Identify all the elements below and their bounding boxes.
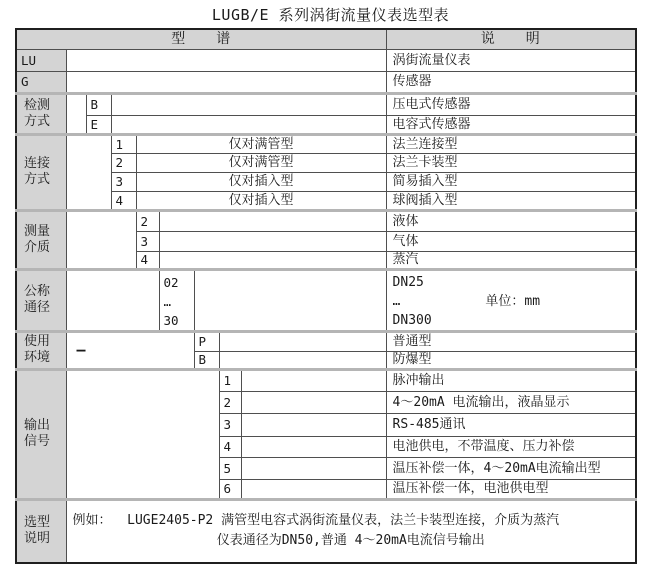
code-diameter-range: 02 … 30 xyxy=(159,269,194,331)
code-medium-3: 3 xyxy=(136,231,159,251)
spacer-cell xyxy=(159,251,386,269)
table-row xyxy=(16,331,636,351)
desc-g: 传感器 xyxy=(386,71,636,93)
spacer-cell xyxy=(241,369,386,391)
spacer-cell xyxy=(241,457,386,479)
desc-connection-4: 球阀插入型 xyxy=(386,191,636,210)
spacer-cell xyxy=(159,210,386,231)
code-connection-3: 3 xyxy=(111,172,136,191)
spacer-cell xyxy=(66,71,386,93)
code-output-6: 6 xyxy=(219,479,241,499)
code-output-2: 2 xyxy=(219,391,241,413)
code-detection-b: B xyxy=(86,93,111,115)
desc-connection-1: 法兰连接型 xyxy=(386,134,636,153)
section-label-medium: 测量 介质 xyxy=(16,210,66,269)
code-connection-4: 4 xyxy=(111,191,136,210)
selection-table xyxy=(15,28,637,564)
example-line-1: 例如： LUGE2405-P2 满管型电容式涡街流量仪表，法兰卡装型连接，介质为蒸汽 xyxy=(72,513,560,529)
spacer-cell xyxy=(194,269,386,331)
spacer-cell xyxy=(66,269,159,331)
spacer-cell xyxy=(241,436,386,457)
code-connection-1: 1 xyxy=(111,134,136,153)
spacer-cell xyxy=(66,369,219,499)
desc-environment-p: 普通型 xyxy=(386,331,636,351)
spacer-cell xyxy=(111,93,386,115)
spacer-cell xyxy=(159,231,386,251)
section-label-output: 输出 信号 xyxy=(16,369,66,499)
desc-output-3: RS-485通讯 xyxy=(386,413,636,436)
section-label-diameter: 公称 通径 xyxy=(16,269,66,331)
spacer-cell xyxy=(66,210,136,269)
note-connection-2: 仅对满管型 xyxy=(136,153,386,172)
section-label-note: 选型 说明 xyxy=(16,499,66,563)
code-medium-2: 2 xyxy=(136,210,159,231)
section-label-connection: 连接 方式 xyxy=(16,134,66,210)
note-connection-4: 仅对插入型 xyxy=(136,191,386,210)
code-output-4: 4 xyxy=(219,436,241,457)
spacer-cell xyxy=(219,351,386,369)
desc-medium-3: 气体 xyxy=(386,231,636,251)
desc-lu: 涡街流量仪表 xyxy=(386,49,636,71)
table-row xyxy=(16,134,636,153)
desc-connection-3: 简易插入型 xyxy=(386,172,636,191)
table-row xyxy=(16,269,636,331)
header-description: 说 明 xyxy=(386,29,636,49)
desc-output-2: 4～20mA 电流输出，液晶显示 xyxy=(386,391,636,413)
header-spectrum: 型 谱 xyxy=(16,29,386,49)
code-output-3: 3 xyxy=(219,413,241,436)
table-row xyxy=(16,210,636,231)
table-row xyxy=(16,93,636,115)
dash-placeholder: — xyxy=(66,331,194,369)
spacer-cell xyxy=(241,413,386,436)
code-output-5: 5 xyxy=(219,457,241,479)
desc-diameter-range: DN25 … 单位：mm DN300 xyxy=(386,269,636,331)
spacer-cell xyxy=(241,479,386,499)
spacer-cell xyxy=(219,331,386,351)
example-line-2: 仪表通径为DN50,普通 4～20mA电流信号输出 xyxy=(216,533,485,549)
code-connection-2: 2 xyxy=(111,153,136,172)
spacer-cell xyxy=(241,391,386,413)
table-row xyxy=(16,499,636,563)
desc-output-4: 电池供电，不带温度、压力补偿 xyxy=(386,436,636,457)
table-row xyxy=(16,49,636,71)
spacer-cell xyxy=(111,115,386,134)
desc-output-6: 温压补偿一体，电池供电型 xyxy=(386,479,636,499)
spacer-cell xyxy=(66,49,386,71)
desc-output-5: 温压补偿一体，4～20mA电流输出型 xyxy=(386,457,636,479)
code-output-1: 1 xyxy=(219,369,241,391)
code-lu: LU xyxy=(16,49,66,71)
page-title: LUGB/E 系列涡街流量仪表选型表 xyxy=(211,6,450,24)
code-detection-e: E xyxy=(86,115,111,134)
code-medium-4: 4 xyxy=(136,251,159,269)
table-row xyxy=(16,115,636,134)
desc-output-1: 脉冲输出 xyxy=(386,369,636,391)
spacer-cell xyxy=(66,93,86,134)
table-row xyxy=(16,369,636,391)
table-row xyxy=(16,71,636,93)
desc-medium-4: 蒸汽 xyxy=(386,251,636,269)
unit-note: 单位：mm xyxy=(485,293,541,309)
desc-connection-2: 法兰卡装型 xyxy=(386,153,636,172)
selection-example xyxy=(66,499,636,563)
desc-medium-2: 液体 xyxy=(386,210,636,231)
desc-environment-b: 防爆型 xyxy=(386,351,636,369)
section-label-environment: 使用 环境 xyxy=(16,331,66,369)
code-environment-b: B xyxy=(194,351,219,369)
table-header-row xyxy=(16,29,636,49)
desc-detection-e: 电容式传感器 xyxy=(386,115,636,134)
desc-detection-b: 压电式传感器 xyxy=(386,93,636,115)
note-connection-3: 仅对插入型 xyxy=(136,172,386,191)
note-connection-1: 仅对满管型 xyxy=(136,134,386,153)
section-label-detection: 检测 方式 xyxy=(16,93,66,134)
code-g: G xyxy=(16,71,66,93)
code-environment-p: P xyxy=(194,331,219,351)
spacer-cell xyxy=(66,134,111,210)
